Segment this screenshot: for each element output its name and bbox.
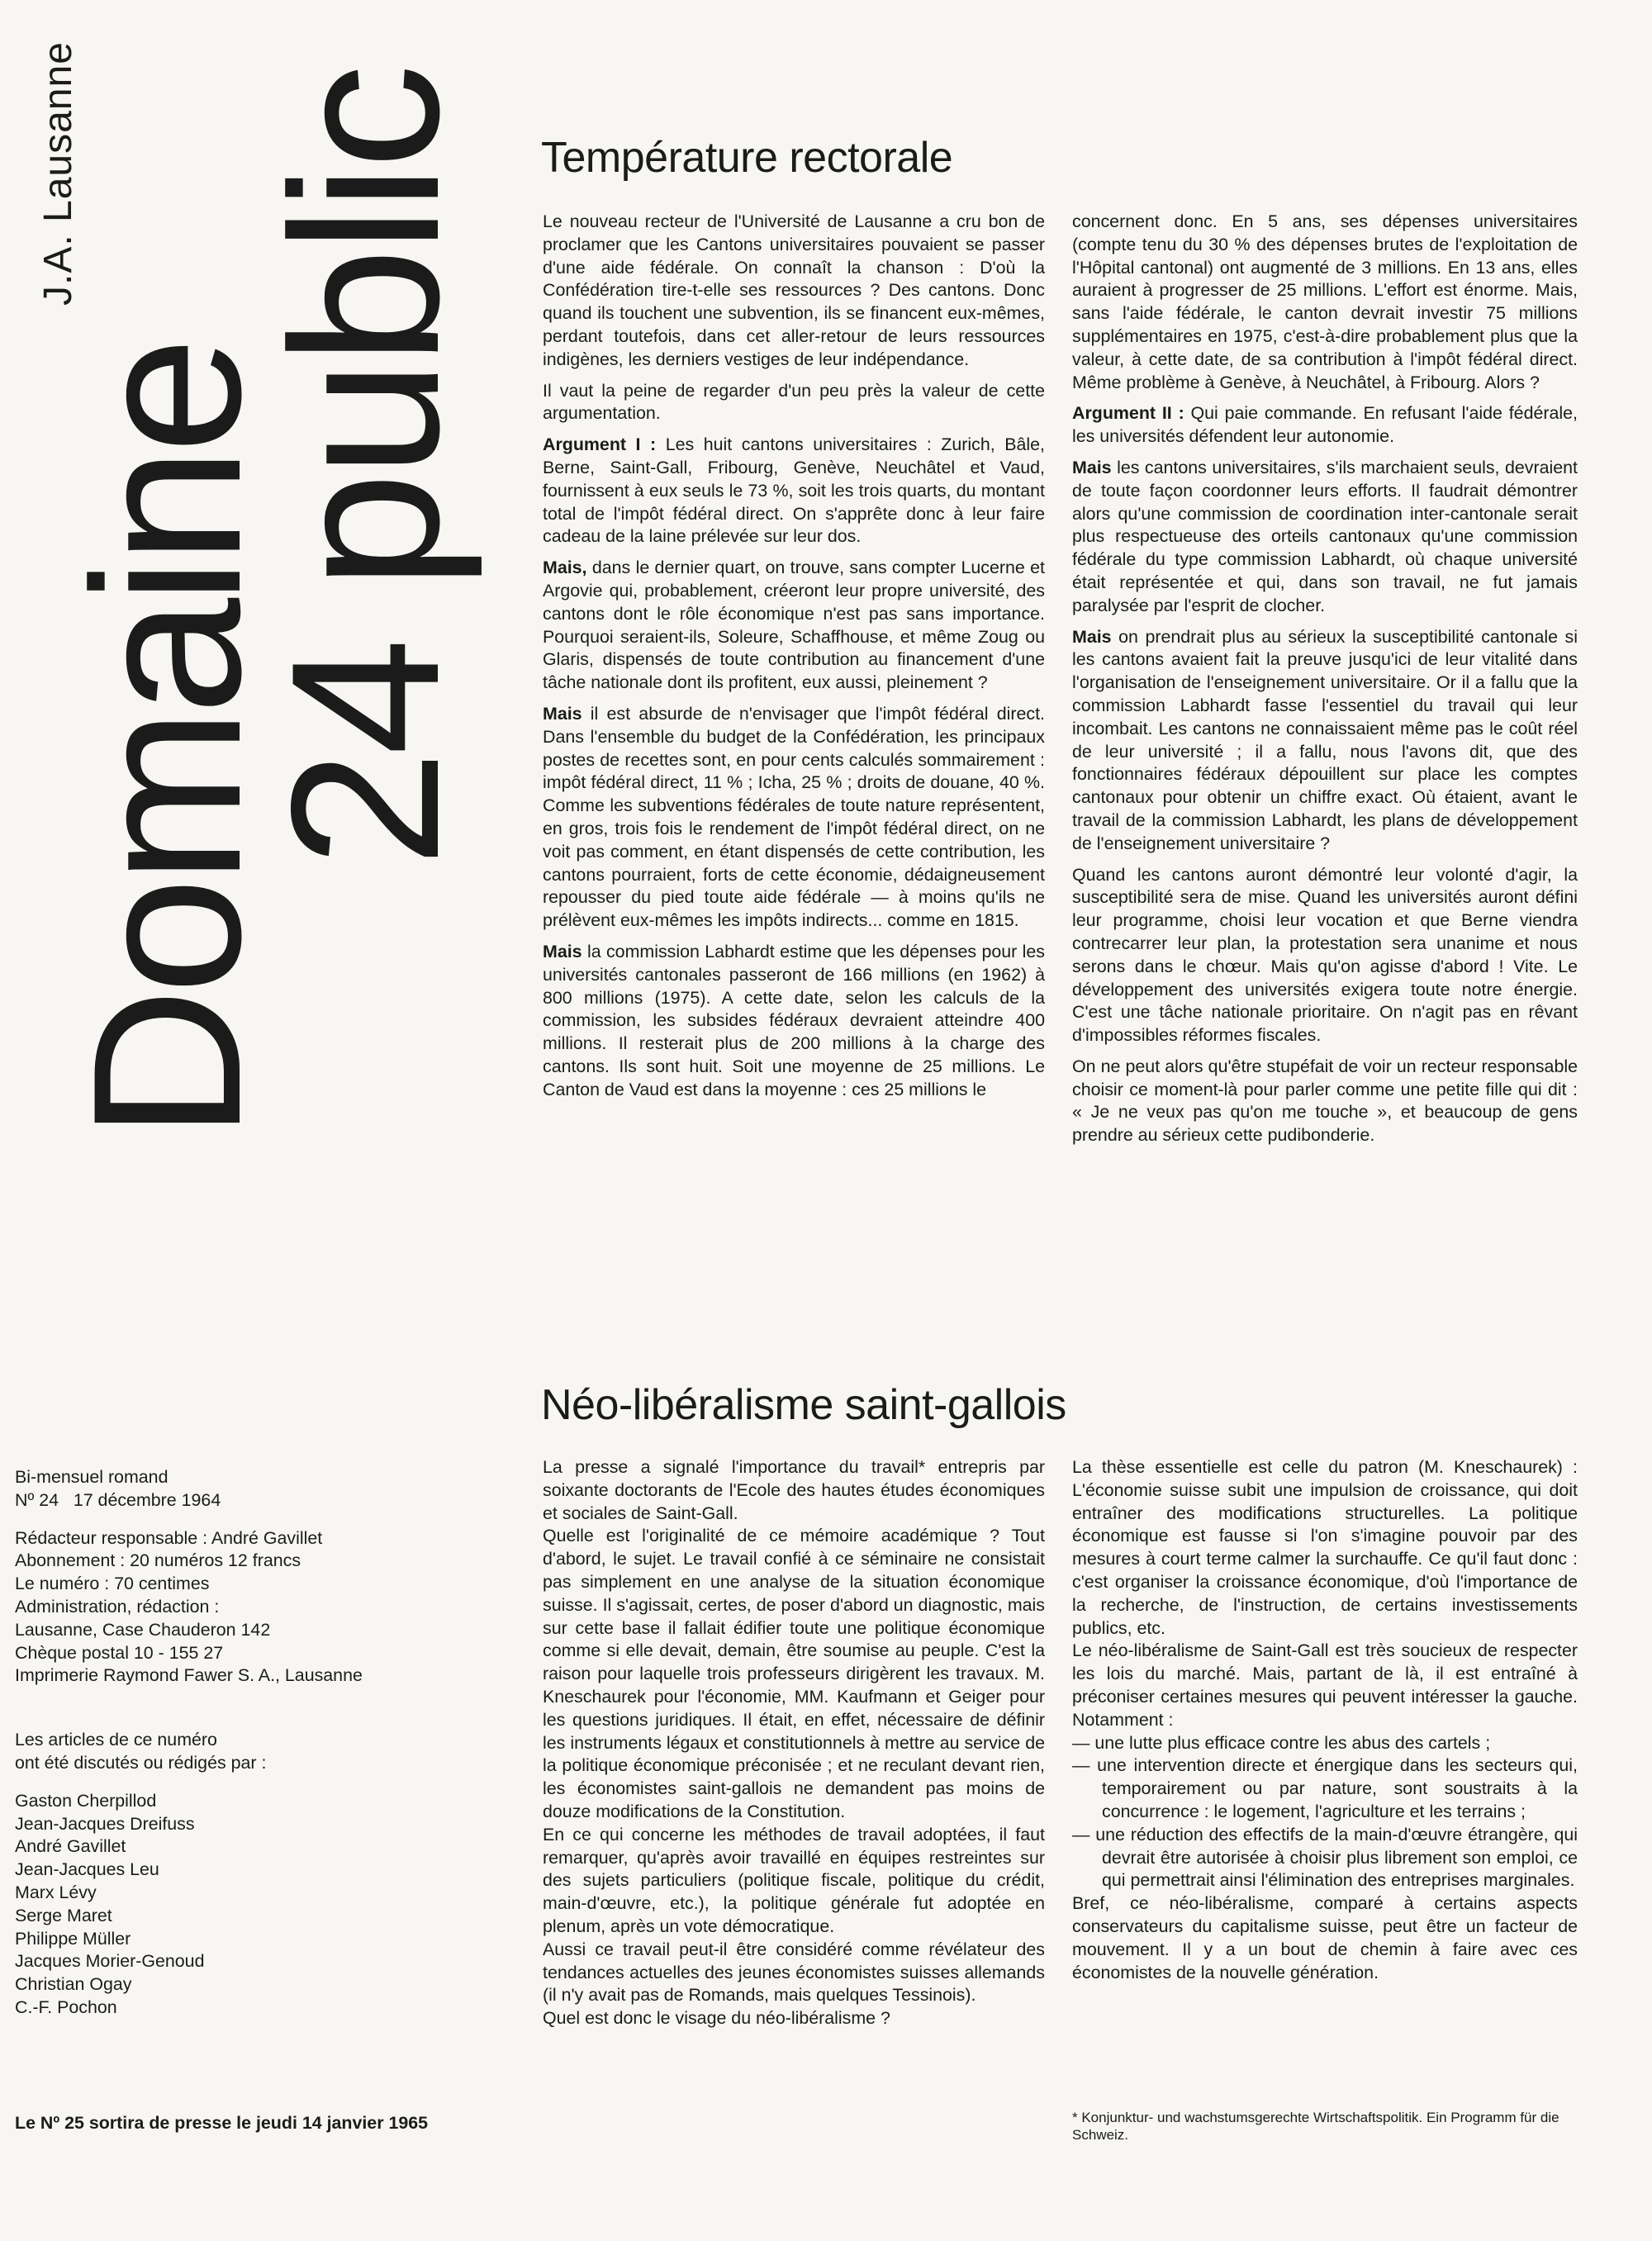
colophon-line: Chèque postal 10 - 155 27 bbox=[15, 1642, 224, 1663]
colophon-sidebar bbox=[15, 1466, 411, 2020]
paragraph-text: Aussi ce travail peut-il être considéré comme révélateur des tendances actuelles des jeunes économistes suisses allemands (il n'y avait pas de Romands, mais quelques Tessinois). bbox=[543, 1939, 1045, 2006]
article1-column-2 bbox=[1072, 211, 1578, 1156]
paragraph bbox=[1072, 402, 1578, 449]
list-item: — une intervention directe et énergique dans les secteurs qui, temporairement ou par nature, sont soustraits à la concurrence : le logement, l'agriculture et les terrains ; bbox=[1072, 1754, 1578, 1823]
colophon-line: Abonnement : 20 numéros 12 francs bbox=[15, 1550, 301, 1571]
contributor-name: Jacques Morier-Genoud bbox=[15, 1951, 205, 1972]
article2-title: Néo-libéralisme saint-gallois bbox=[541, 1381, 1066, 1429]
paragraph bbox=[543, 1939, 1045, 2007]
colophon-line: Administration, rédaction : bbox=[15, 1596, 220, 1617]
paragraph bbox=[1072, 457, 1578, 618]
masthead-place: J.A. Lausanne bbox=[36, 41, 80, 306]
paragraph bbox=[1072, 211, 1578, 394]
contributor-name: Serge Maret bbox=[15, 1905, 112, 1925]
contributor-name: Marx Lévy bbox=[15, 1882, 97, 1902]
masthead bbox=[12, 41, 483, 1156]
contributor-name: C.-F. Pochon bbox=[15, 1996, 117, 2017]
contributor-name: Jean-Jacques Dreifuss bbox=[15, 1813, 195, 1834]
paragraph-lead: Argument II : bbox=[1072, 403, 1184, 424]
paragraph bbox=[543, 557, 1045, 695]
masthead-title: Domaine bbox=[50, 343, 285, 1140]
paragraph-text: Qui paie commande. En refusant l'aide fédérale, les universités défendent leur autonomie. bbox=[1072, 403, 1578, 447]
paragraph: La thèse essentielle est celle du patron (M. Kneschaurek) : L'économie suisse subit une impulsion de croissance, qui doit entraîner des modifications structurelles. La politique économique est fausse si l'on s'imagine pouvoir par des mesures à court terme calmer la surchauffe. Ce qu'il faut donc : c'est organiser la croissance économique, d'où l'importance de la recherche, de l'instruction, de certains investissements publics, etc. bbox=[1072, 1457, 1578, 1638]
paragraph-lead: Mais bbox=[543, 703, 582, 724]
paragraph-text: la commission Labhardt estime que les dépenses pour les universités cantonales passeront de 166 millions (en 1962) à 800 millions (1975). A cette date, selon les calculs de la commission, les subsides fédéraux devraient atteindre 400 millions. Il resterait plus de 200 millions à la charge des cantons. Ils sont huit. Soit une moyenne de 25 millions. Le Canton de Vaud est dans la moyenne : ces 25 millions le bbox=[543, 941, 1045, 1099]
paragraph bbox=[1072, 626, 1578, 856]
paragraph bbox=[543, 1824, 1045, 1939]
paragraph-text: La presse a signalé l'importance du travail* entrepris par soixante doctorants de l'Ecole des hautes études économiques et sociales de Saint-Gall. bbox=[543, 1457, 1045, 1523]
article2-column-1 bbox=[543, 1456, 1045, 2030]
colophon-line: Le numéro : 70 centimes bbox=[15, 1574, 210, 1594]
issue-line: Nº 24 17 décembre 1964 bbox=[15, 1489, 221, 1510]
paragraph-text: Le nouveau recteur de l'Université de Lausanne a cru bon de proclamer que les Cantons universitaires pouvaient se passer d'une aide fédérale. On connaît la chanson : D'où la Confédération tire-t-elle ses ressources ? Des cantons. Donc quand ils touchent une subvention, ils se financent eux-mêmes, perdant toutefois, dans cet aller-retour de leurs ressources indigènes, les derniers vestiges de leur indépendance. bbox=[543, 211, 1045, 369]
paragraph-text: Il vaut la peine de regarder d'un peu près la valeur de cette argumentation. bbox=[543, 380, 1045, 424]
paragraph-text: Les huit cantons universitaires : Zurich, Bâle, Berne, Saint-Gall, Fribourg, Genève, Neuchâtel et Vaud, fournissent à eux seuls le 73 %, soit les trois quarts, du montant total de l'impôt fédéral direct. On s'apprête donc à leur faire cadeau de la laine prélevée sur leur dos. bbox=[543, 434, 1045, 547]
paragraph-text: concernent donc. En 5 ans, ses dépenses universitaires (compte tenu du 30 % des dépenses brutes de l'exploitation de l'Hôpital cantonal) ont augmenté de 3 millions. En 13 ans, elles auraient à progresser de 25 millions. L'effort est énorme. Mais, sans l'aide fédérale, le canton devrait investir 75 millions supplémentaires en 1975, c'est-à-dire probablement plus que la valeur, à cette date, de sa contribution à l'impôt fédéral direct. Même problème à Genève, à Neuchâtel, à Fribourg. Alors ? bbox=[1072, 211, 1578, 392]
paragraph-text: En ce qui concerne les méthodes de travail adoptées, il faut remarquer, qu'après avoir travaillé en équipes restreintes sur des sujets particuliers (politique fiscale, politique du crédit, main-d'œuvre, etc.), la politique générale fut adoptée en plenum, après un vote démocratique. bbox=[543, 1824, 1045, 1936]
paragraph: Le néo-libéralisme de Saint-Gall est très soucieux de respecter les lois du marché. Mais, partant de là, il est entraîné à préconiser certaines mesures qui peuvent intéresser la gauche. Notamment : bbox=[1072, 1640, 1578, 1730]
article2-conclusion: Bref, ce néo-libéralisme, comparé à certains aspects conservateurs du capitalisme suisse, peut être un facteur de mouvement. Il y a un bout de chemin à faire avec ces économistes de la nouvelle génération. bbox=[1072, 1893, 1578, 1982]
paragraph-lead: Argument I : bbox=[543, 434, 657, 455]
publication-type: Bi-mensuel romand bbox=[15, 1467, 169, 1487]
paragraph-text: on prendrait plus au sérieux la susceptibilité cantonale si les cantons avaient fait la preuve jusqu'ici de leur vitalité dans l'organisation de l'enseignement universitaire. Or il a fallu que la commission Labhardt fasse l'essentiel du travail qui leur incombait. Les cantons ne connaissaient même pas le coût réel de leur université ; il a fallu, nous l'avons dit, que des fonctionnaires fédéraux dépouillent sur place les comptes cantonaux pour obtenir un chiffre exact. Où étaient, avant le travail de la commission Labhardt, les plans de développement de l'enseignement universitaire ? bbox=[1072, 626, 1578, 853]
paragraph bbox=[543, 703, 1045, 933]
colophon-line: Imprimerie Raymond Fawer S. A., Lausanne bbox=[15, 1665, 363, 1686]
colophon-line: Rédacteur responsable : André Gavillet bbox=[15, 1527, 323, 1548]
paragraph-text: Quelle est l'originalité de ce mémoire académique ? Tout d'abord, le sujet. Le travail confié à ce séminaire ne consistait pas simplement en une analyse de la situation économique suisse. Il s'agissait, certes, de poser d'abord un diagnostic, mais sur cette base il fallait édifier toute une politique économique comme si elle devait, demain, être soumise au peuple. C'est la raison pour laquelle trois professeurs dirigèrent les travaux. M. Kneschaurek pour l'économie, MM. Kaufmann et Geiger pour les questions juridiques. Il était, en effet, nécessaire de définir les instruments légaux et constitutionnels à mettre au service de la politique économique préconisée ; et ne reculant devant rien, les économistes saint-gallois ne demandent pas moins de douze modifications de la Constitution. bbox=[543, 1526, 1045, 1821]
article2-column-2 bbox=[1072, 1456, 1578, 1984]
paragraph bbox=[543, 211, 1045, 372]
paragraph-text: Quel est donc le visage du néo-libéralisme ? bbox=[543, 2008, 890, 2029]
contributors-intro-2: ont été discutés ou rédigés par : bbox=[15, 1752, 267, 1773]
contributors-intro-1: Les articles de ce numéro bbox=[15, 1730, 217, 1750]
contributor-name: Jean-Jacques Leu bbox=[15, 1859, 159, 1880]
contributor-name: Christian Ogay bbox=[15, 1974, 132, 1995]
paragraph bbox=[543, 434, 1045, 548]
paragraph-text: les cantons universitaires, s'ils marchaient seuls, devraient de toute façon coordonner leurs efforts. Il faudrait démontrer alors qu'une commission de coordination inter-cantonale serait plus respectueuse des orteils cantonaux qu'une commission fédérale du type commission Labhardt, où chaque université était représentée et qui, dans son travail, ne fut jamais paralysée par l'esprit de clocher. bbox=[1072, 457, 1578, 615]
contributor-name: Gaston Cherpillod bbox=[15, 1790, 157, 1811]
paragraph bbox=[543, 1456, 1045, 1525]
paragraph-lead: Mais bbox=[1072, 626, 1112, 647]
article1-column-1 bbox=[543, 211, 1045, 1109]
masthead-issue-label: 24 public bbox=[248, 69, 483, 867]
paragraph bbox=[543, 2007, 1045, 2030]
paragraph bbox=[543, 380, 1045, 426]
next-issue-notice: Le Nº 25 sortira de presse le jeudi 14 janvier 1965 bbox=[15, 2113, 429, 2133]
paragraph bbox=[1072, 864, 1578, 1047]
paragraph bbox=[1072, 1056, 1578, 1147]
list-item: — une lutte plus efficace contre les abus des cartels ; bbox=[1072, 1732, 1578, 1755]
colophon-details bbox=[15, 1527, 411, 1688]
paragraph-lead: Mais, bbox=[543, 558, 587, 578]
paragraph bbox=[543, 1525, 1045, 1823]
list-item: — une réduction des effectifs de la main-d'œuvre étrangère, qui devrait être autorisée à choisir plus librement son emploi, ce qui permettrait ainsi l'élimination des entreprises marginales. bbox=[1072, 1824, 1578, 1892]
colophon-line: Lausanne, Case Chauderon 142 bbox=[15, 1619, 271, 1640]
contributors-list bbox=[15, 1790, 411, 2020]
contributor-name: Philippe Müller bbox=[15, 1928, 131, 1949]
contributor-name: André Gavillet bbox=[15, 1836, 126, 1857]
paragraph bbox=[543, 941, 1045, 1102]
article2-footnote: * Konjunktur- und wachstumsgerechte Wirtschaftspolitik. Ein Programm für die Schweiz. bbox=[1072, 2110, 1559, 2143]
paragraph-text: dans le dernier quart, on trouve, sans compter Lucerne et Argovie qui, probablement, créeront leur propre université, des cantons dont le rôle économique n'est pas sans importance. Pourquoi seraient-ils, Soleure, Schaffhouse, et même Zoug ou Glaris, dispensés de toute contribution au financement d'une tâche nationale dont ils profitent, eux aussi, pleinement ? bbox=[543, 558, 1045, 693]
paragraph-lead: Mais bbox=[543, 941, 582, 961]
paragraph-text: On ne peut alors qu'être stupéfait de voir un recteur responsable choisir ce moment-là pour parler comme une petite fille qui dit : « Je ne veux pas qu'on me touche », et beaucoup de gens prendre au sérieux cette pudibonderie. bbox=[1072, 1056, 1578, 1146]
paragraph-lead: Mais bbox=[1072, 457, 1112, 477]
article2-column-2-intro bbox=[1072, 1456, 1578, 1732]
paragraph-text: il est absurde de n'envisager que l'impôt fédéral direct. Dans l'ensemble du budget de la Confédération, les principaux postes de recettes sont, en pour cents calculés sommairement : impôt fédéral direct, 11 % ; Icha, 25 % ; droits de douane, 40 %. Comme les subventions fédérales de toute nature représentent, en gros, trois fois le rendement de l'impôt fédéral direct, on ne voit pas comment, en étant dispensés de cette contribution, les cantons pourraient, forts de cette économie, dédaigneusement repousser du pied toute aide fédérale — à moins qu'ils ne prélèvent eux-mêmes les impôts indirects... comme en 1815. bbox=[543, 703, 1045, 931]
paragraph-text: Quand les cantons auront démontré leur volonté d'agir, la susceptibilité sera de mise. Quand les universités auront défini leur programme, choisi leur vocation et que Berne viendra contrecarrer leur plan, la protestation sera unanime et nous serons dans le chœur. Mais qu'on agisse d'abord ! Vite. Le développement des universités exigera toute notre énergie. C'est une tâche nationale prioritaire. On n'agit pas en rêvant d'impossibles réformes fiscales. bbox=[1072, 864, 1578, 1046]
article1-title: Température rectorale bbox=[541, 134, 953, 182]
article2-demands-list bbox=[1072, 1732, 1578, 1893]
